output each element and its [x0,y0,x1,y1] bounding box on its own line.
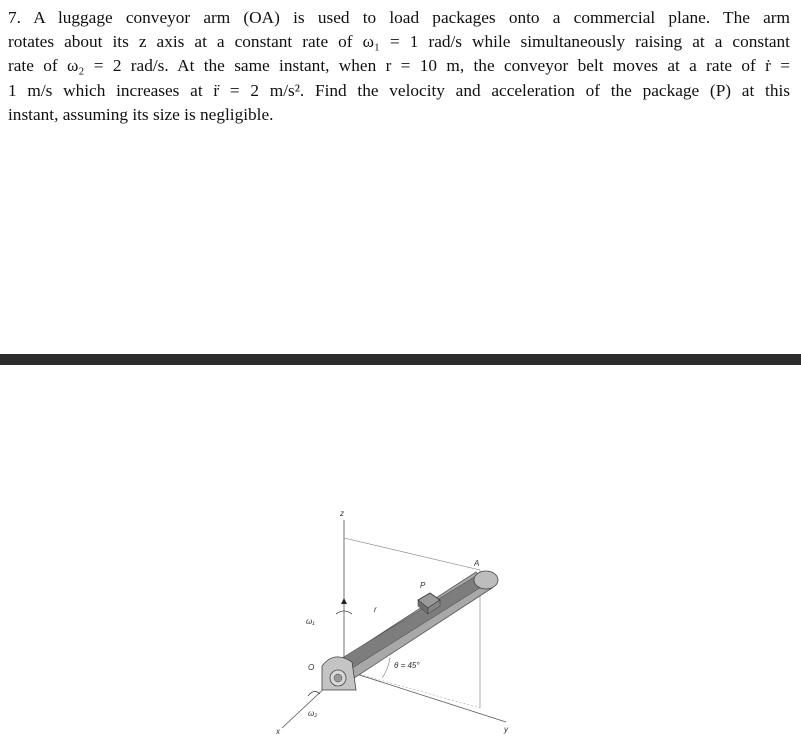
label-theta: θ = 45° [394,661,420,670]
conveyor-belt [332,576,486,672]
section-divider [0,354,801,365]
conveyor-end-A [474,571,498,589]
problem-line-2: rotates about its z axis at a constant rate of ω₁ = 1 rad/s while simultaneously raising at a constant [8,32,790,52]
theta-arc [382,658,390,678]
projection-top [344,538,480,570]
base-pivot-inner [334,674,342,682]
problem-line-3: rate of ω₂ = 2 rad/s. At the same instant, when r = 10 m, the conveyor belt moves at a rate of ṙ = [8,56,790,76]
label-omega1: ω₁ [306,617,315,626]
label-A: A [474,559,480,568]
label-omega2: ω₂ [308,709,318,718]
z-arrowhead [341,598,347,604]
conveyor-figure [270,500,530,740]
projection-base [344,670,480,708]
label-P: P [420,581,426,590]
y-axis [344,670,506,722]
label-x: x [276,727,280,736]
label-z: z [340,509,344,518]
problem-line-1: 7. A luggage conveyor arm (OA) is used to load packages onto a commercial plane. The arm [8,8,790,27]
problem-statement [8,6,790,127]
label-y: y [504,725,508,734]
label-r: r [374,605,377,614]
problem-line-4: 1 m/s which increases at r̈ = 2 m/s². Find the velocity and acceleration of the package (P) at this [8,80,790,100]
problem-line-5: instant, assuming its size is negligible. [8,104,274,124]
label-O: O [308,663,315,672]
